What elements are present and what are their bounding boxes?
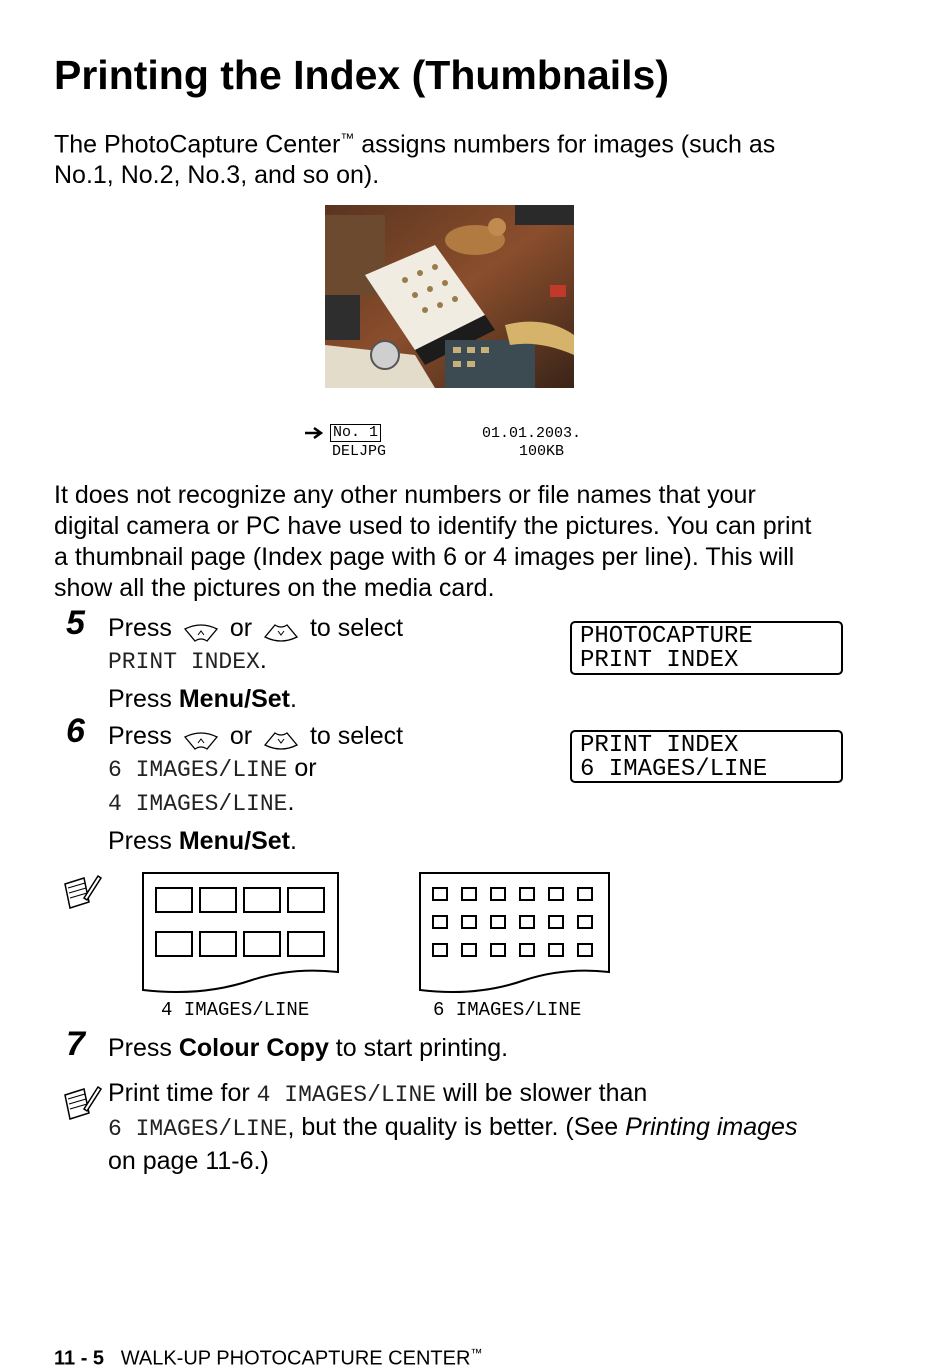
index-4-images-diagram: [142, 872, 340, 997]
note-pencil-icon: [62, 872, 102, 912]
photo-number-label: No. 1: [330, 424, 381, 442]
intro-paragraph: The PhotoCapture Center™ assigns numbers for images (such as No.1, No.2, No.3, and so on).: [54, 130, 776, 190]
up-arrow-button-icon: [183, 727, 219, 747]
photo-size: 100KB: [519, 443, 565, 460]
step-6-text: Press or to select 6 IMAGES/LINE or 4 IMAGES/LINE. Press Menu/Set.: [108, 722, 404, 855]
note-text: Print time for 4 IMAGES/LINE will be slower than 6 IMAGES/LINE, but the quality is better. (See Printing images on page 11-6.): [108, 1079, 798, 1175]
thumb-label-4: 4 IMAGES/LINE: [161, 999, 310, 1021]
pointer-arrow-icon: [305, 426, 327, 438]
thumb-label-6: 6 IMAGES/LINE: [433, 999, 582, 1021]
sample-photo: [325, 205, 574, 388]
note-pencil-icon: [62, 1083, 102, 1123]
page-footer: 11 - 5 WALK-UP PHOTOCAPTURE CENTER™: [54, 1346, 483, 1370]
up-arrow-button-icon: [183, 619, 219, 639]
step-7-number: 7: [66, 1025, 85, 1063]
step-7-text: Press Colour Copy to start printing.: [108, 1034, 509, 1062]
step-6-number: 6: [66, 712, 85, 750]
lcd-display-step5: PHOTOCAPTURE PRINT INDEX: [570, 621, 843, 675]
page-title: Printing the Index (Thumbnails): [54, 52, 669, 98]
step-5-text: Press or to select PRINT INDEX. Press Menu/Set.: [108, 614, 404, 713]
lcd-display-step6: PRINT INDEX 6 IMAGES/LINE: [570, 730, 843, 783]
down-arrow-button-icon: [263, 619, 299, 639]
index-6-images-diagram: [419, 872, 611, 997]
step-5-number: 5: [66, 604, 85, 642]
photo-filename: DELJPG: [332, 443, 387, 460]
photo-date: 01.01.2003.: [482, 425, 582, 442]
down-arrow-button-icon: [263, 727, 299, 747]
body-paragraph: It does not recognize any other numbers or file names that your digital camera or PC have used to identify the pictures. You can print a thumbnail page (Index page with 6 or 4 images per line). This will show all the pictures on the media card.: [54, 481, 812, 602]
